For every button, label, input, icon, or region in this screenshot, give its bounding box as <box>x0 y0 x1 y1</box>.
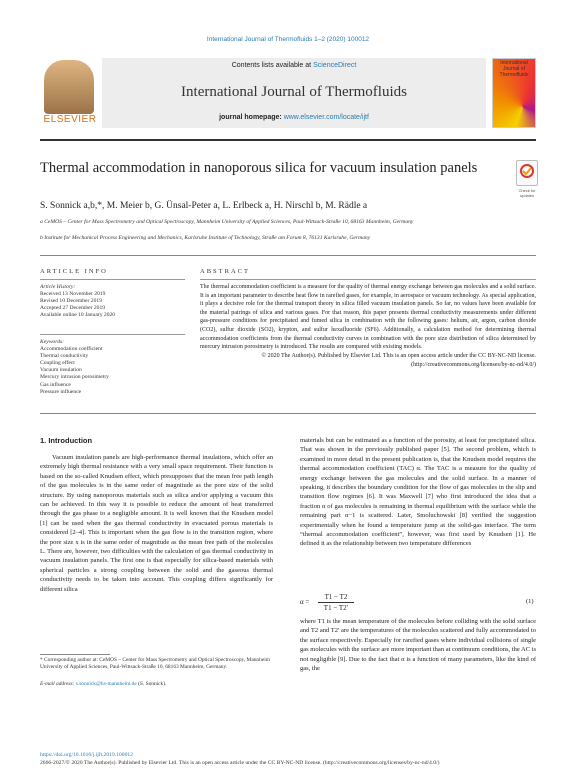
abstract-heading: ABSTRACT <box>200 268 250 275</box>
contents-line <box>102 62 486 69</box>
article-title: Thermal accommodation in nanoporous silica for vacuum insulation panels <box>40 160 478 176</box>
keywords-block <box>40 339 160 396</box>
history-item: Available online 10 January 2020 <box>40 312 116 319</box>
section-heading: 1. Introduction <box>40 436 93 445</box>
license-line: 2666-2027/© 2020 The Author(s). Published by Elsevier Ltd. This is an open access article under the CC BY-NC-ND license. (http://creativecommons.org/licenses/by-nc-nd/4.0/) <box>40 760 440 766</box>
email-note <box>40 681 273 688</box>
abstract-body: The thermal accommodation coefficient is a measure for the quality of thermal energy exchange between gas molecules and a solid surface. It is an important parameter to describe heat flow in rarefied gases, for example, in aerospace or vacuum technology. As special application, it plays a decisive role for the thermal transport theory in silica filled vacuum insulation panels. So far, no values have been available for the material pairings of silica and various gases. For that reason, this paper presents thermal conductivity measurements under different gas-pressure conditions for precipitated and fumed silica in combination with the following gases: helium, air, argon, carbon dioxide (CO2), sulfur dioxide (SO2), krypton, and sulfur hexafluoride (SF6). Additionally, a calculation method for determining thermal accommodation coefficients from the thermal conductivity curves in combination with the pore size distribution of silica determined by mercury intrusion porosimetry is introduced. The results are compared with existing models. <box>200 284 536 351</box>
publisher-logo-text: ELSEVIER <box>43 114 97 125</box>
intro-paragraph-right-cont: where T1 is the mean temperature of the molecules before colliding with the solid surface and T2 and T2′ are the temperatures of the molecules scattered and fully accommodated to the surface respectively. Especially for rarefied gases where individual collisions of single gas molecules with the surface are more important than at continuum conditions, the AC is not negligible [9]. Due to the fact that α is a function of many parameters, like the kind of gas, the <box>300 618 536 673</box>
keyword: Gas influence <box>40 381 71 388</box>
affiliation-b: b Institute for Mechanical Process Engineering and Mechanics, Karlsruhe Institute of Technology, Straße am Forum 8, 76131 Karlsruhe, Germany <box>40 235 371 241</box>
keyword: Accommodation coefficient <box>40 346 103 353</box>
keyword: Pressure influence <box>40 388 82 395</box>
email-suffix: (S. Sonnick). <box>138 681 167 687</box>
check-for-updates-label: Check for updates <box>518 188 536 198</box>
equation-lhs: α = <box>300 598 310 606</box>
equation-1 <box>300 593 536 615</box>
author-list: S. Sonnick a,b,*, M. Meier b, G. Ünsal-Peter a, L. Erlbeck a, H. Nirschl b, M. Rädle a <box>40 201 368 211</box>
journal-title: International Journal of Thermofluids <box>181 84 407 100</box>
body-rule <box>40 413 536 414</box>
equation-denominator: T1 − T2′ <box>323 604 349 612</box>
intro-paragraph-right: materials but can be estimated as a function of the porosity, at least for precipitated silica. That was shown in the previously published paper [5]. The second problem, which is examined in more detail in the present publication is, that the Knudsen model requires the thermal accommodation coefficient (TAC) α. The TAC is a measure for the quality of energy exchange between the gas molecules and the solid surface. In a manner of speaking, it describes the boundary condition for the flow of gas molecules in the slip and transition flow regimes [6]. It was Maxwell [7] who first introduced the idea that a fraction α of gas molecules is remaining in thermal equilibrium with the surface while the remaining part α−1 is scattered. Later, Smoluchowski [8] verified the suggestion experimentally when he found a temperature jump at the solid-gas interface. The term “thermal accommodation coefficient”, however, was first used by Knudsen [1]. He defined it as the relationship between two temperature differences <box>300 437 536 548</box>
email-link[interactable]: s.sonnick@hs-mannheim.de <box>75 681 137 687</box>
history-item: Accepted 27 December 2019 <box>40 305 106 312</box>
history-label: Article History: <box>40 284 76 290</box>
info-rule <box>40 255 536 256</box>
keywords-label: Keywords: <box>40 339 65 345</box>
keyword: Coupling effect <box>40 360 75 367</box>
affiliation-a: a CeMOS – Center for Mass Spectrometry and Optical Spectroscopy, Mannheim University of Applied Sciences, Paul-Wittsack-Straße 10, 68163 Mannheim, Germany <box>40 219 414 225</box>
keywords-rule <box>40 334 185 335</box>
intro-paragraph-left: Vacuum insulation panels are high-performance thermal insulations, which offer an extremely high thermal resistance with a very small space requirement. Their function is based on the so-called Knudsen effect, which presupposes that the mean free path length of the gas molecules is in the same order of magnitude as the pore size of the solid structure. By using nanoporous materials such as silica and/or applying a vacuum this can be achieved. In this way it is possible to reduce the amount of heat transferred through the gas phase to a negligible amount. It is well known that the Knudsen model [1] can be used when the gas thermal conductivity in evacuated porous materials is considered [2–4]. This is important when the gas flow is in the transition region, where the pore size x is in the same order of magnitude as the mean free path of the molecules L. There are, however, two difficulties with the calculation of gas thermal conductivity in vacuum insulation panels. The first one is that especially for silica-based materials with spherical particles a strong coupling between the solid and the gaseous thermal conductivity needs to be taken into account. This coupling differs significantly for different silica <box>40 454 273 593</box>
keyword: Mercury intrusion porosimetry <box>40 374 109 381</box>
equation-number: (1) <box>526 598 534 605</box>
article-info-heading: ARTICLE INFO <box>40 268 108 275</box>
contents-prefix: Contents lists available at <box>231 62 312 69</box>
doi-link[interactable]: https://doi.org/10.1016/j.ijft.2019.100012 <box>40 752 133 758</box>
elsevier-tree-logo <box>44 60 94 114</box>
corresponding-author-note: * Corresponding author at: CeMOS – Center for Mass Spectrometry and Optical Spectroscopy, Mannheim University of Applied Sciences, Paul-Wittsack-Straße 10, 68163 Mannheim, Germany. <box>40 657 270 671</box>
history-item: Received 13 November 2019 <box>40 291 106 298</box>
keyword: Vacuum insulation <box>40 367 82 374</box>
history-item: Revised 10 December 2019 <box>40 298 102 305</box>
header-rule <box>40 139 536 141</box>
check-for-updates-icon[interactable] <box>516 160 538 186</box>
equation-numerator: T1 − T2 <box>324 593 348 601</box>
fraction-bar <box>318 602 354 603</box>
email-label: E-mail address: <box>40 681 75 687</box>
cover-title: International Journal of Thermofluids <box>499 60 529 78</box>
article-info-rule <box>40 279 185 280</box>
keyword: Thermal conductivity <box>40 353 89 360</box>
abstract-rule <box>200 279 536 280</box>
homepage-prefix: journal homepage: <box>219 114 282 121</box>
article-history <box>40 284 160 319</box>
abstract-copyright: © 2020 The Author(s). Published by Elsevier Ltd. This is an open access article under the CC BY-NC-ND license. (http://creativecommons.org/licenses/by-nc-nd/4.0/) <box>261 353 536 368</box>
sciencedirect-link[interactable]: ScienceDirect <box>313 62 357 69</box>
homepage-line <box>102 114 486 121</box>
footnote-rule <box>40 654 110 655</box>
journal-citation-link[interactable]: International Journal of Thermofluids 1–2 (2020) 100012 <box>206 36 370 43</box>
homepage-link[interactable]: www.elsevier.com/locate/ijtf <box>283 114 369 121</box>
